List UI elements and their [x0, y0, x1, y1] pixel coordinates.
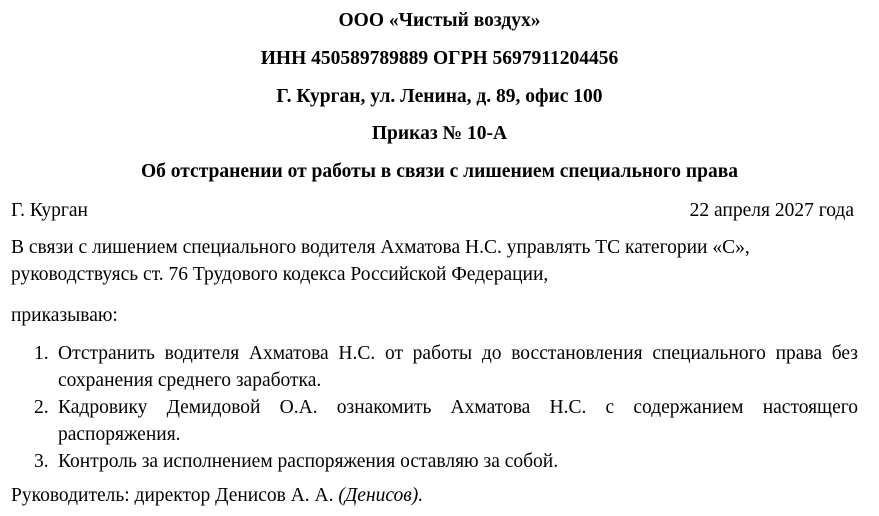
signature-name: (Денисов). — [338, 485, 424, 506]
preamble: В связи с лишением специального водителя Ахматова Н.С. управлять ТС категории «С», руководствуясь ст. 76 Трудового кодекса Российской Федерации, — [11, 237, 750, 285]
order-word: приказываю: — [11, 305, 118, 326]
place: Г. Курган — [11, 200, 88, 221]
order-number: Приказ № 10-А — [371, 123, 508, 144]
list-item — [34, 448, 858, 475]
signature-label: Руководитель: директор Денисов А. А. — [11, 485, 334, 506]
company-address: Г. Курган, ул. Ленина, д. 89, офис 100 — [276, 86, 603, 107]
item-text: Контроль за исполнением распоряжения оставляю за собой. — [58, 451, 559, 472]
list-item — [34, 394, 858, 448]
company-ids: ИНН 450589789889 ОГРН 5697911204456 — [260, 48, 619, 69]
date: 22 апреля 2027 года — [689, 200, 854, 221]
item-number: 1. — [34, 343, 49, 364]
list-item — [34, 340, 858, 394]
item-number: 2. — [34, 397, 49, 418]
item-number: 3. — [34, 451, 49, 472]
item-text: Кадровику Демидовой О.А. ознакомить Ахматова Н.С. с содержанием настоящего распоряжения. — [58, 397, 858, 445]
item-text: Отстранить водителя Ахматова Н.С. от работы до восстановления специального права без сохранения среднего заработка. — [58, 343, 858, 391]
company-name: ООО «Чистый воздух» — [338, 10, 541, 31]
signature-line — [11, 485, 423, 507]
order-subject: Об отстранении от работы в связи с лишением специального права — [140, 161, 739, 182]
place-date-row — [11, 200, 854, 222]
